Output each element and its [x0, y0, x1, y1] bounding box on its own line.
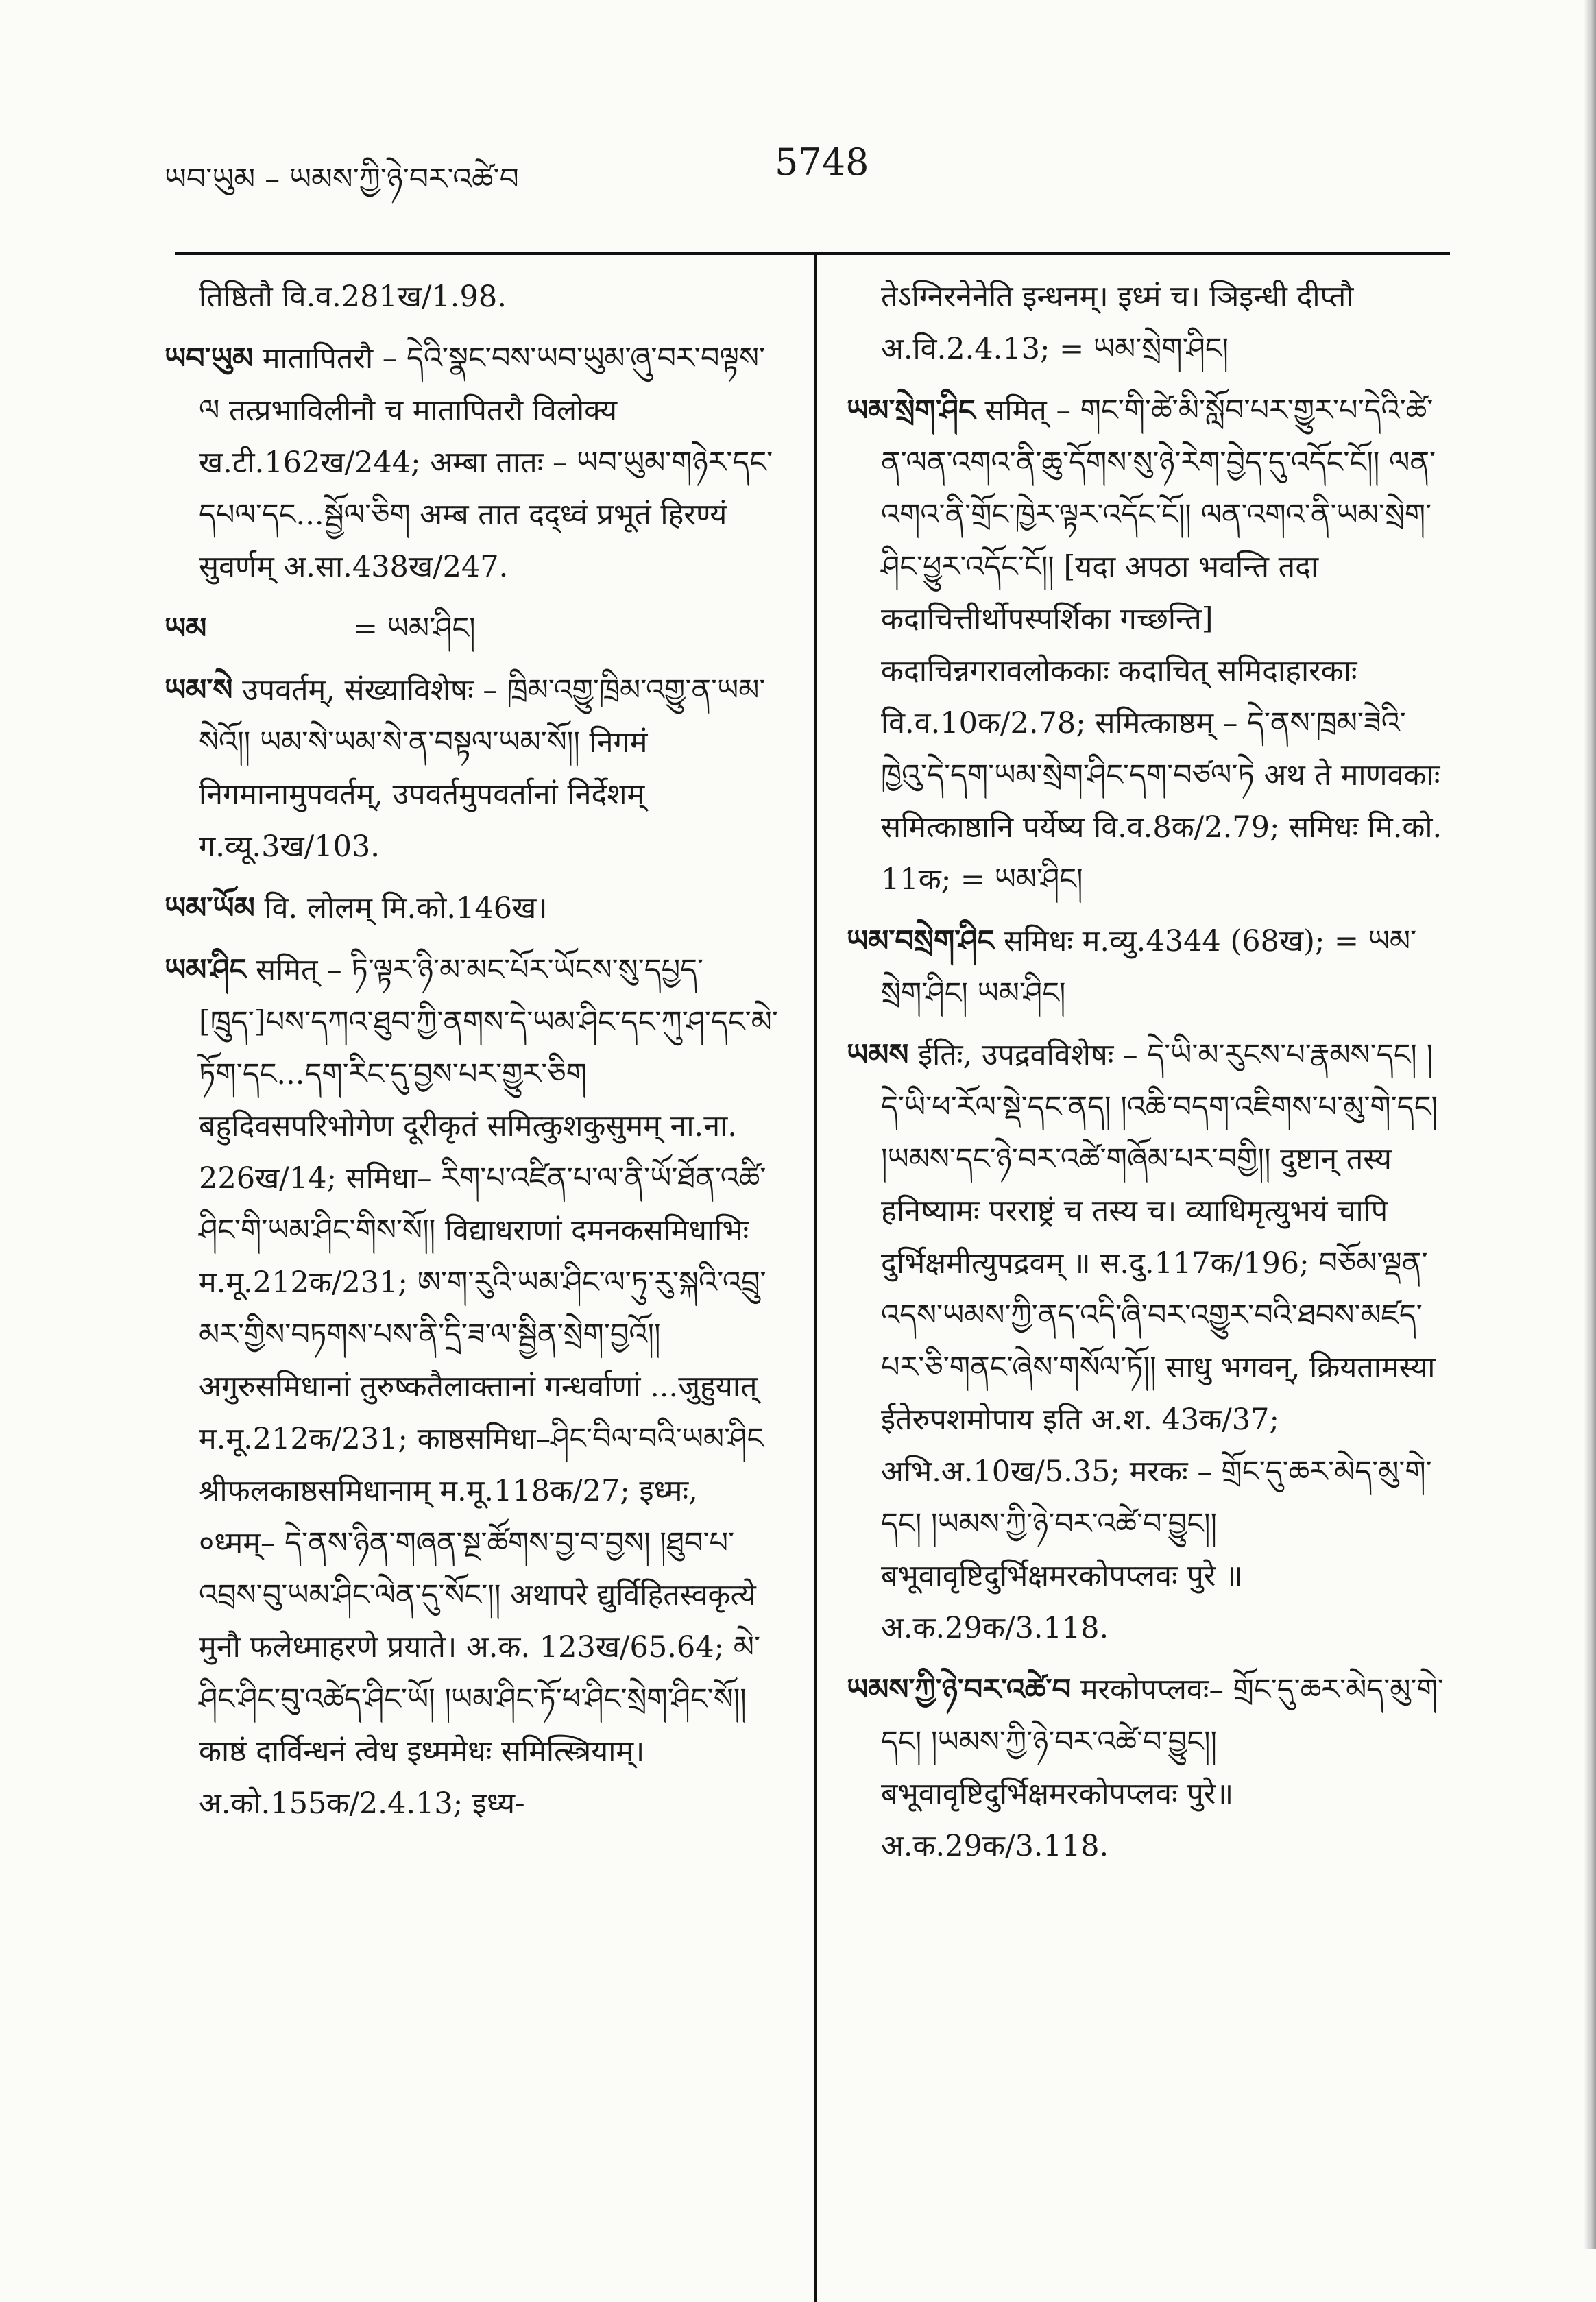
headword: ཡམ་ཡོམ [165, 891, 255, 925]
entry-text: मातापितरौ – དེའི་སྣང་བས་ཡབ་ཡུམ་ཞུ་བར་བལྟས་ལ तत्प्रभाविलीनौ च मातापितरौ विलोक्य ख.टी.162ख/244; अम्बा तातः – ཡབ་ཡུམ་གཉེར་དང་དཔལ་དང...སྦྱོལ་ཅིག अम्ब तात दद्ध्वं प्रभूतं हिरण्यं सुवर्णम् अ.सा.438ख/247. [199, 341, 773, 584]
dictionary-entry [165, 332, 782, 593]
entry-text: समिधः म.व्यु.4344 (68ख); = ཡམ་སྲེག་ཤིང། ཡམ་ཤིང། [881, 924, 1417, 1010]
headword: ཡམ་སྲེག་ཤིང [847, 393, 976, 428]
entry-text: ईतिः, उपद्रवविशेषः – དེ་ཡི་མ་རུངས་པ་རྣམས་དང། །དེ་ཡི་ཕ་རོལ་སྡེ་དང་ནད། །འཆི་བདག་འཇིགས་པ་མུ་གེ་དང། །ཡམས་དང་ཉེ་བར་འཚེ་གཞོམ་པར་བགྱི།། दुष्टान् तस्य हनिष्यामः परराष्ट्रं च तस्य च। व्याधिमृत्युभयं चापि दुर्भिक्षमीत्युपद्रवम् ॥ स.दु.117क/196; བཅོམ་ལྡན་འདས་ཡམས་ཀྱི་ནད་འདི་ཞི་བར་འགྱུར་བའི་ཐབས་མཛད་པར་ཅི་གནང་ཞེས་གསོལ་ཏོ།། साधु भगवन्, क्रियतामस्या ईतेरुपशमोपाय इति अ.श. 43क/37; अभि.अ.10ख/5.35; मरकः – གྲོང་དུ་ཆར་མེད་མུ་གེ་དང། །ཡམས་ཀྱི་ཉེ་བར་འཚེ་བ་བྱུང།། बभूवावृष्टिदुर्भिक्षमरकोपप्लवः पुरे ॥ अ.क.29क/3.118. [881, 1038, 1438, 1645]
page-number: 5748 [775, 141, 869, 184]
scan-edge-shadow [1584, 0, 1596, 2249]
dictionary-entry [847, 1664, 1450, 1872]
entry-text: समित् – གང་གི་ཚེ་མི་སློབ་པར་གྱུར་པ་དེའི་ཚེ་ན་ལན་འགའ་ནི་ཆུ་དོགས་སུ་ཉེ་རེག་བྱེད་དུ་འདོང་ངོ།། ལན་འགའ་ནི་གྲོང་ཁྱེར་ལྟར་འདོང་ངོ།། ལན་འགའ་ནི་ཡམ་སྲེག་ཤིང་ཕྱུར་འདོང་ངོ།། [यदा अपठा भवन्ति तदा कदाचित्तीर्थोपस्पर्शिका गच्छन्ति] कदाचिन्नगरावलोककाः कदाचित् समिदाहारकाः वि.व.10क/2.78; समित्काष्ठम् – དེ་ནས་ཁྲམ་ཟེའི་ཁྱེའུ་དེ་དག་ཡམ་སྲེག་ཤིང་དག་བཙལ་ཏེ अथ ते माणवकाः समित्काष्ठानि पर्येष्य वि.व.8क/2.79; समिधः मि.को. 11क; = ཡམ་ཤིང། [881, 393, 1442, 897]
header-rule [175, 252, 1450, 255]
entry-continuation: तेऽग्निरनेनेति इन्धनम्। इध्मं च। ञिइन्धी दीप्तौ अ.वि.2.4.13; = ཡམ་སྲེག་ཤིང། [881, 280, 1354, 366]
dictionary-entry [165, 603, 782, 655]
headword: ཡམ [165, 611, 207, 646]
dictionary-entry [847, 385, 1450, 906]
entry-text: वि. लोलम् मि.को.146ख। [264, 891, 548, 925]
entry-text: समित् – ཏི་ལྟར་ཉི་མ་མང་པོར་ཡོངས་སུ་དཔྱད་[ཁྲུད་]པས་དཀའ་ཐུབ་ཀྱི་ནགས་དེ་ཡམ་ཤིང་དང་ཀུ་ཤ་དང་མེ་ཏོག་དང...དག་རིང་དུ་བྱས་པར་གྱུར་ཅིག बहुदिवसपरिभोगेण दूरीकृतं समित्कुशकुसुमम् ना.ना. 226ख/14; समिधा– རིག་པ་འཛིན་པ་ལ་ནི་ཡོ་ཐོན་འཚི་ཤིང་གི་ཡམ་ཤིང་གིས་སོ།། विद्याधराणां दमनकसमिधाभिः म.मू.212क/231; ཨ་ག་རུའི་ཡམ་ཤིང་ལ་ཏུ་རུ་སྐའི་འབྲུ་མར་གྱིས་བཏགས་པས་ནི་དྲི་ཟ་ལ་སྦྱིན་སྲེག་བྱའོ།། अगुरुसमिधानां तुरुष्कतैलाक्तानां गन्धर्वाणां ...जुहुयात् म.मू.212क/231; काष्ठसमिधा–ཤིང་བིལ་བའི་ཡམ་ཤིང श्रीफलकाष्ठसमिधानाम् म.मू.118क/27; इध्मः, ०ध्मम्– དེ་ནས་ཉིན་གཞན་སྔ་ཚོགས་བྱ་བ་བྱས། །ཐུབ་པ་འབྲས་བུ་ཡམ་ཤིང་ལེན་དུ་སོང་།། अथापरे द्युर्विहितस्वकृत्ये मुनौ फलेध्माहरणे प्रयाते। अ.क. 123ख/65.64; མེ་ཤིང་ཤིང་བུ་འཚེད་ཤིང་ཡོ། །ཡམ་ཤིང་ཏོ་ཕ་ཤིང་སྲེག་ཤིང་སོ།། काष्ठं दार्विन्धनं त्वेध इध्ममेधः समित्स्त्रियाम्। अ.को.155क/2.4.13; इध्य- [199, 953, 778, 1821]
left-column [165, 271, 782, 1839]
headword: ཡམ་བསྲེག་ཤིང [847, 924, 995, 958]
headword: ཡམ་སེ [165, 673, 233, 707]
headword: ཡབ་ཡུམ [165, 341, 254, 376]
entry-continuation: तिष्ठितौ वि.व.281ख/1.98. [199, 280, 507, 314]
entry-text: उपवर्तम्, संख्याविशेषः – ཁྲིམ་འགྱུ་ཁྲིམ་འགྱུ་ན་ཡམ་སེའོ།། ཡམ་སེ་ཡམ་སེ་ན་བསྟལ་ཡམ་སོ།། निगमं निगमानामुपवर्तम्, उपवर्तमुपवर्तानां निर्देशम् ग.व्यू.3ख/103. [199, 673, 766, 864]
running-header: ཡབ་ཡུམ – ཡམས་ཀྱི་ཉེ་བར་འཚེ་བ [165, 162, 519, 197]
dictionary-entry [165, 882, 782, 934]
headword: ཡམས [847, 1038, 909, 1072]
dictionary-entry [847, 915, 1450, 1019]
entry-text: = ཡམ་ཤིང། [353, 611, 476, 646]
headword: ཡམ་ཤིང [165, 953, 247, 987]
dictionary-entry [847, 1029, 1450, 1654]
dictionary-entry [165, 664, 782, 873]
entry-text: मरकोपप्लवः– གྲོང་དུ་ཆར་མེད་མུ་གེ་དང། །ཡམས་ཀྱི་ཉེ་བར་འཚེ་བ་བྱུང།། बभूवावृष्टिदुर्भिक्षमरकोपप्लवः पुरे॥ अ.क.29क/3.118. [881, 1673, 1444, 1863]
right-column [847, 271, 1450, 1882]
headword: ཡམས་ཀྱི་ཉེ་བར་འཚེ་བ [847, 1673, 1072, 1707]
dictionary-entry [165, 944, 782, 1830]
column-divider [814, 252, 817, 2302]
